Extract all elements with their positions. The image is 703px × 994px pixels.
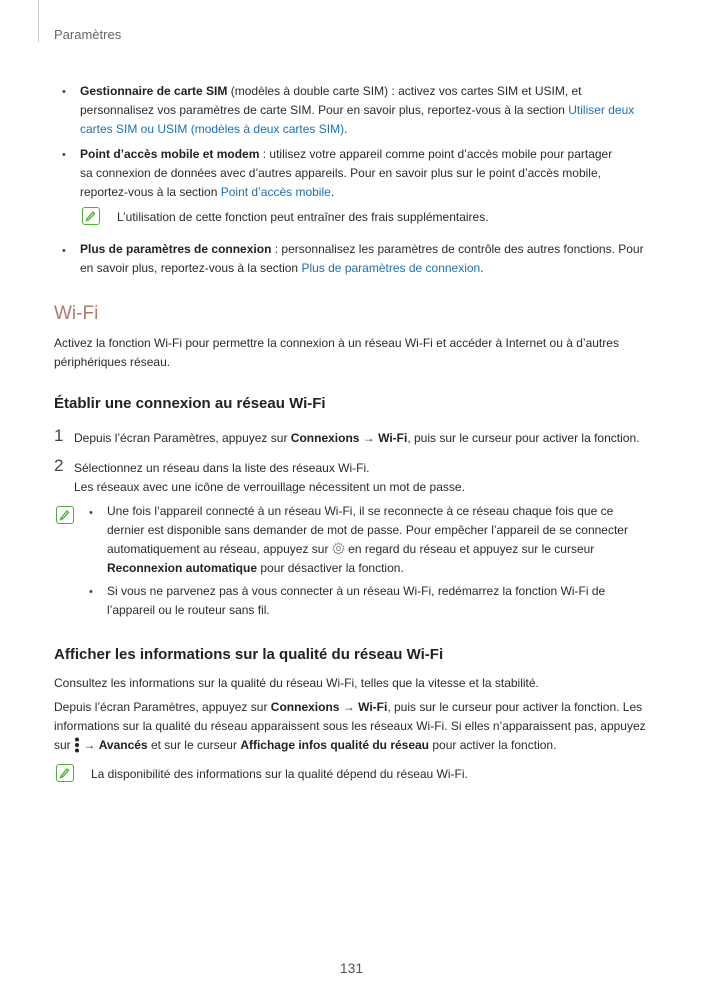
text: Depuis l’écran Paramètres, appuyez sur bbox=[74, 431, 291, 445]
text: personnalisez vos paramètres de carte SIM. Pour en savoir plus, reportez-vous à la section bbox=[80, 103, 569, 117]
bullet-marker: • bbox=[89, 507, 93, 519]
note-icon bbox=[56, 764, 74, 782]
text: Si vous ne parvenez pas à vous connecter à un réseau Wi-Fi, redémarrez la fonction Wi-Fi de bbox=[107, 584, 606, 598]
link-hotspot[interactable]: Point d’accès mobile bbox=[220, 185, 331, 199]
step-2 bbox=[74, 459, 674, 497]
text: . bbox=[480, 261, 484, 275]
text: Les réseaux avec une icône de verrouillage nécessitent un mot de passe. bbox=[74, 480, 465, 494]
text: Sélectionnez un réseau dans la liste des réseaux Wi-Fi. bbox=[74, 461, 370, 475]
text: périphériques réseau. bbox=[54, 355, 171, 369]
text: Une fois l’appareil connecté à un réseau Wi-Fi, il se reconnecte à ce réseau chaque fois que ce bbox=[107, 504, 614, 518]
note-fees: L’utilisation de cette fonction peut entraîner des frais supplémentaires. bbox=[117, 210, 489, 224]
text: Depuis l’écran Paramètres, appuyez sur bbox=[54, 700, 271, 714]
bullet-marker: • bbox=[89, 586, 93, 598]
note-bullet-autoreconnect bbox=[107, 502, 677, 578]
text: reportez-vous à la section bbox=[80, 185, 221, 199]
term: Affichage infos qualité du réseau bbox=[240, 738, 430, 752]
note-icon bbox=[56, 506, 74, 524]
arrow: → bbox=[80, 738, 99, 752]
link-dual-sim[interactable]: Utiliser deux bbox=[568, 103, 635, 117]
text: : utilisez votre appareil comme point d’accès mobile pour partager bbox=[259, 147, 613, 161]
arrow: → bbox=[359, 431, 379, 445]
gear-icon bbox=[332, 542, 345, 555]
quality-intro: Consultez les informations sur la qualité du réseau Wi-Fi, telles que la vitesse et la stabilité. bbox=[54, 676, 539, 690]
term: Point d’accès mobile et modem bbox=[80, 147, 260, 161]
text: et sur le curseur bbox=[147, 738, 241, 752]
bullet-mobile-hotspot bbox=[80, 145, 660, 202]
term: Avancés bbox=[98, 738, 148, 752]
step-1 bbox=[74, 429, 674, 448]
text: dernier est disponible sans demander de mot de passe. Pour empêcher l’appareil de se connecter bbox=[107, 523, 628, 537]
note-bullet-restart bbox=[107, 582, 677, 620]
text: en regard du réseau et appuyez sur le curseur bbox=[344, 542, 595, 556]
link-more-connection[interactable]: Plus de paramètres de connexion bbox=[301, 261, 481, 275]
bullet-marker: • bbox=[62, 245, 66, 257]
note-icon bbox=[82, 207, 100, 225]
text: pour désactiver la fonction. bbox=[257, 561, 404, 575]
term: Connexions bbox=[290, 431, 360, 445]
page-number: 131 bbox=[339, 960, 364, 976]
step-number: 2 bbox=[54, 456, 64, 475]
text: . bbox=[330, 185, 335, 199]
text: Activez la fonction Wi-Fi pour permettre la connexion à un réseau Wi-Fi et accéder à Internet ou à d’autres bbox=[54, 336, 619, 350]
term: Plus de paramètres de connexion bbox=[80, 242, 272, 256]
term: Reconnexion automatique bbox=[107, 561, 258, 575]
text: automatiquement au réseau, appuyez sur bbox=[107, 542, 332, 556]
link-dual-sim-cont[interactable]: cartes SIM ou USIM (modèles à deux cartes SIM) bbox=[80, 122, 345, 136]
page-header-title: Paramètres bbox=[54, 27, 122, 42]
bullet-marker: • bbox=[62, 149, 66, 161]
text: . bbox=[344, 122, 348, 136]
term: Wi-Fi bbox=[358, 700, 388, 714]
subsection-title-connect: Établir une connexion au réseau Wi-Fi bbox=[54, 395, 326, 412]
text: l’appareil ou le routeur sans fil. bbox=[107, 603, 270, 617]
text: (modèles à double carte SIM) : activez vos cartes SIM et USIM, et bbox=[227, 84, 582, 98]
text: pour activer la fonction. bbox=[429, 738, 557, 752]
bullet-marker: • bbox=[62, 86, 66, 98]
bullet-sim-manager bbox=[80, 82, 660, 139]
subsection-title-quality: Afficher les informations sur la qualité du réseau Wi-Fi bbox=[54, 646, 444, 663]
text: sur bbox=[54, 738, 75, 752]
arrow: → bbox=[339, 700, 359, 714]
text: , puis sur le curseur pour activer la fonction. bbox=[407, 431, 640, 445]
text: sa connexion de données avec d’autres appareils. Pour en savoir plus sur le point d’accès mobile, bbox=[80, 166, 601, 180]
step-number: 1 bbox=[54, 426, 64, 445]
quality-instructions bbox=[54, 698, 679, 755]
term: Wi-Fi bbox=[378, 431, 408, 445]
header-divider bbox=[38, 0, 39, 42]
text: informations sur la qualité du réseau apparaissent sous les réseaux Wi-Fi. Si elles n’apparaissent pas, appuyez bbox=[54, 719, 646, 733]
term: Gestionnaire de carte SIM bbox=[80, 84, 228, 98]
section-intro bbox=[54, 334, 674, 372]
text: : personnalisez les paramètres de contrôle des autres fonctions. Pour bbox=[271, 242, 644, 256]
text: , puis sur le curseur pour activer la fonction. Les bbox=[387, 700, 643, 714]
section-title-wifi: Wi-Fi bbox=[54, 303, 99, 324]
text: en savoir plus, reportez-vous à la section bbox=[80, 261, 302, 275]
term: Connexions bbox=[270, 700, 340, 714]
note-quality: La disponibilité des informations sur la qualité dépend du réseau Wi-Fi. bbox=[91, 767, 468, 781]
bullet-more-connection bbox=[80, 240, 670, 278]
